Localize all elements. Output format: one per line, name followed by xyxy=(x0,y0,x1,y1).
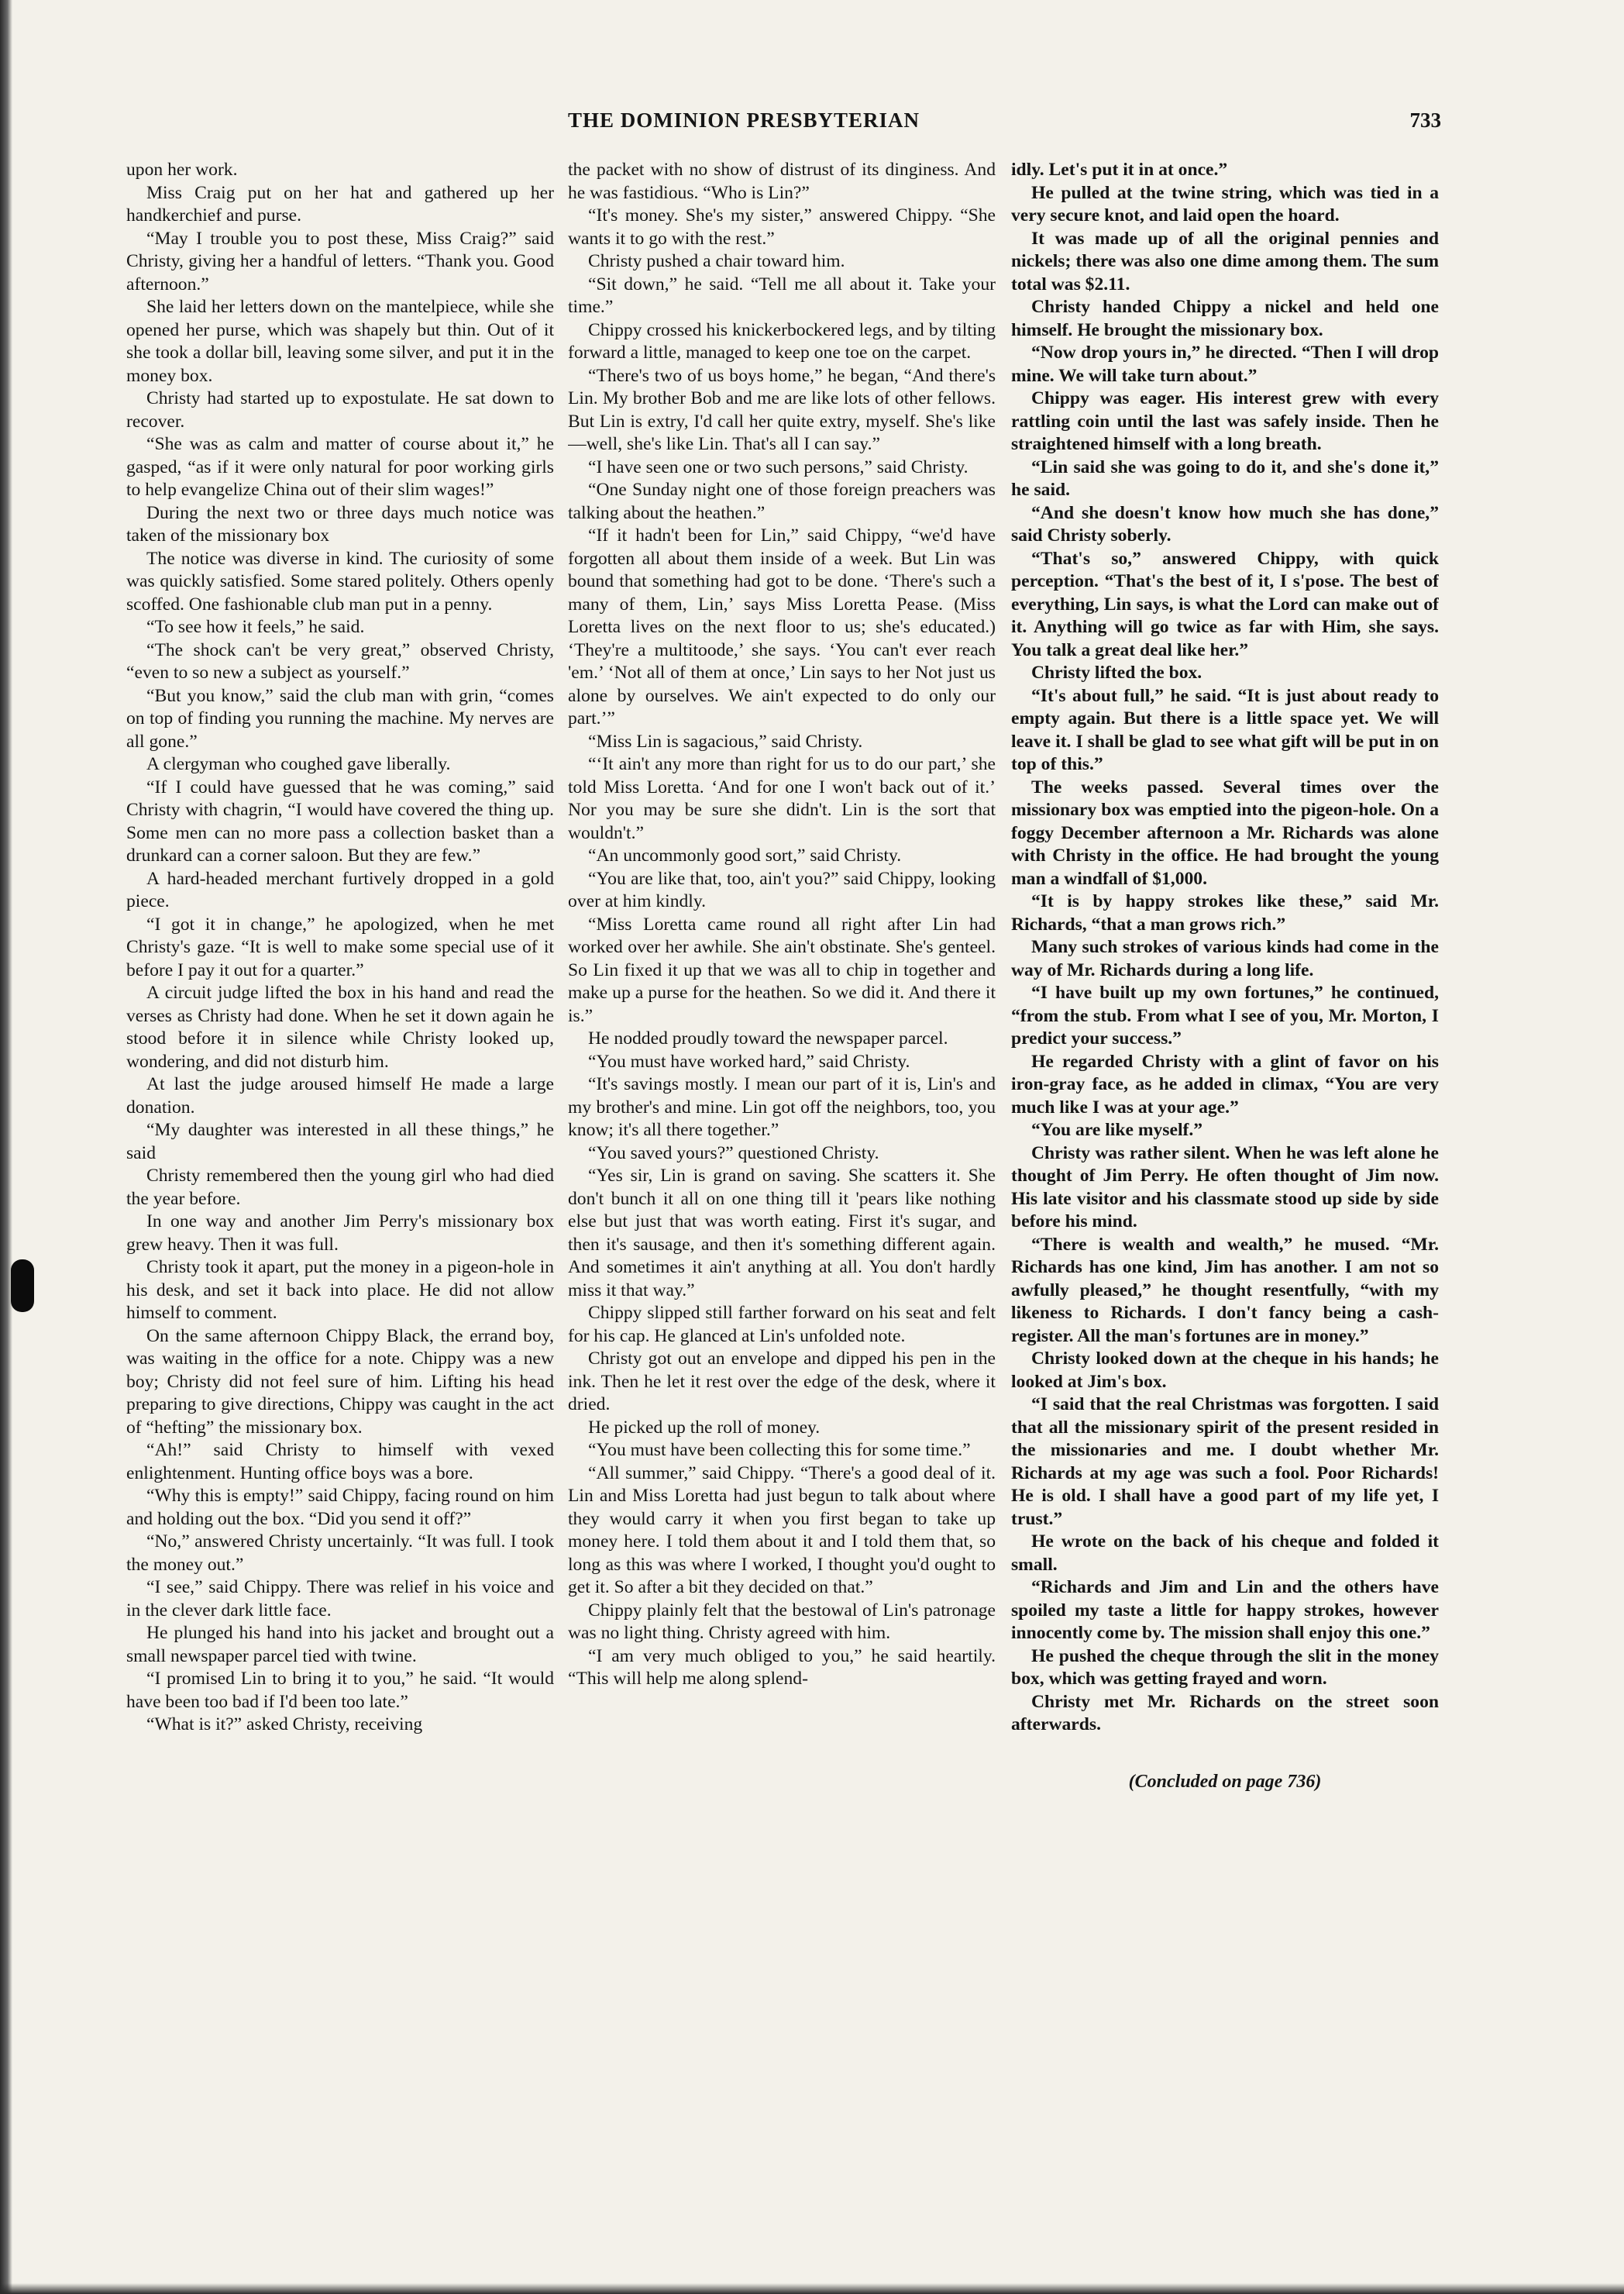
paragraph: “You must have worked hard,” said Christy. xyxy=(588,1051,910,1072)
paragraph: A clergyman who coughed gave liberally. xyxy=(146,754,451,774)
paragraph: “Sit down,” he said. “Tell me all about it. Take your time.” xyxy=(568,274,996,317)
paragraph: Christy looked down at the cheque in his hands; he looked at Jim's box. xyxy=(1011,1348,1439,1392)
paragraph: “I have seen one or two such persons,” said Christy. xyxy=(588,456,969,477)
paragraph: “If I could have guessed that he was coming,” said Christy with chagrin, “I would have covered the thing up. Some men can no more pass a collection basket than a drunkard can a corner saloon. But they are few.” xyxy=(126,777,554,866)
paragraph: “I said that the real Christmas was forgotten. I said that all the missionary spirit of the present resided in the missionaries and me. I doubt whether Mr. Richards at my age was such a fool. Poor Richards! He is old. I shall have a good part of my life yet, I trust.” xyxy=(1011,1394,1439,1529)
paragraph: He plunged his hand into his jacket and brought out a small newspaper parcel tied with twine. xyxy=(126,1623,554,1666)
paragraph: idly. Let's put it in at once.” xyxy=(1011,160,1228,180)
paragraph: the packet with no show of distrust of its dinginess. And he was fastidious. “Who is Lin?” xyxy=(568,160,996,203)
paragraph: At last the judge aroused himself He made a large donation. xyxy=(126,1074,554,1118)
paragraph: During the next two or three days much notice was taken of the missionary box xyxy=(126,502,554,546)
paragraph: “It's money. She's my sister,” answered Chippy. “She wants it to go with the rest.” xyxy=(568,205,996,249)
paragraph: “Richards and Jim and Lin and the others have spoiled my taste a little for happy strokes, however innocently come by. The mission shall enjoy this one.” xyxy=(1011,1577,1439,1643)
paragraph: “You are like myself.” xyxy=(1031,1120,1203,1140)
paragraph: Many such strokes of various kinds had come in the way of Mr. Richards during a long life. xyxy=(1011,937,1439,980)
paragraph: “I see,” said Chippy. There was relief in his voice and in the clever dark little face. xyxy=(126,1577,554,1621)
paragraph: Christy took it apart, put the money in a pigeon-hole in his desk, and set it back into place. He did not allow himself to comment. xyxy=(126,1257,554,1323)
paragraph: He pulled at the twine string, which was tied in a very secure knot, and laid open the hoard. xyxy=(1011,182,1439,226)
paragraph: Christy remembered then the young girl who had died the year before. xyxy=(126,1166,554,1209)
paragraph: “That's so,” answered Chippy, with quick perception. “That's the best of it, I s'pose. The best of everything, Lin says, is what the Lord can make out of it. Anything will go twice as far with Him, she says. You talk a great deal like her.” xyxy=(1011,548,1439,660)
binding-hole xyxy=(11,1259,34,1312)
paragraph: “I got it in change,” he apologized, when he met Christy's gaze. “It is well to make some special use of it before I pay it out for a quarter.” xyxy=(126,914,554,980)
paragraph: Christy was rather silent. When he was left alone he thought of Jim Perry. He often thought of Jim now. His late visitor and his classmate stood up side by side before his mind. xyxy=(1011,1142,1439,1231)
paragraph: A hard-headed merchant furtively dropped in a gold piece. xyxy=(126,868,554,911)
paragraph: “I am very much obliged to you,” he said heartily. “This will help me along splend- xyxy=(568,1645,996,1689)
paragraph: “No,” answered Christy uncertainly. “It was full. I took the money out.” xyxy=(126,1531,554,1575)
paragraph: “All summer,” said Chippy. “There's a good deal of it. Lin and Miss Loretta had just begun to talk about where they would carry it when you first began to take up money here. I told them about it and I told them that, so long as this was where I worked, I thought you'd ought to get it. So after a bit they decided on that.” xyxy=(568,1462,996,1597)
paragraph: “My daughter was interested in all these things,” he said xyxy=(126,1120,554,1163)
paragraph: Miss Craig put on her hat and gathered up her handkerchief and purse. xyxy=(126,182,554,226)
paragraph: He nodded proudly toward the newspaper parcel. xyxy=(588,1028,948,1049)
paragraph: “‘It ain't any more than right for us to do our part,’ she told Miss Loretta. ‘And for one I won't back out of it.’ Nor you may be sure she didn't. Lin is the sort that wouldn't.” xyxy=(568,754,996,843)
paragraph: “Why this is empty!” said Chippy, facing round on him and holding out the box. “Did you send it off?” xyxy=(126,1486,554,1529)
paragraph: Christy had started up to expostulate. He sat down to recover. xyxy=(126,388,554,432)
paragraph: The weeks passed. Several times over the missionary box was emptied into the pigeon-hole. On a foggy December afternoon a Mr. Richards was alone with Christy in the office. He had brought the young man a windfall of $1,000. xyxy=(1011,777,1439,889)
text-column-3 xyxy=(1011,159,1439,2131)
page-header xyxy=(124,108,1441,140)
paragraph: He regarded Christy with a glint of favor on his iron-gray face, as he added in climax, “You are very much like I was at your age.” xyxy=(1011,1051,1439,1118)
paragraph: Christy lifted the box. xyxy=(1031,663,1203,683)
paragraph: Christy got out an envelope and dipped his pen in the ink. Then he let it rest over the edge of the desk, where it dried. xyxy=(568,1348,996,1414)
paragraph: “She was as calm and matter of course about it,” he gasped, “as if it were only natural for poor working girls to help evangelize China out of their slim wages!” xyxy=(126,434,554,500)
paragraph: “Lin said she was going to do it, and she's done it,” he said. xyxy=(1011,456,1439,500)
paragraph: “An uncommonly good sort,” said Christy. xyxy=(588,846,902,866)
paragraph: “Miss Loretta came round all right after Lin had worked over her awhile. She ain't obstinate. She's genteel. So Lin fixed it up that we was all to chip in together and make up a purse for the heathen. So we did it. And there it is.” xyxy=(568,914,996,1026)
paragraph: It was made up of all the original pennies and nickels; there was also one dime among them. The sum total was $2.11. xyxy=(1011,228,1439,294)
paragraph: “Ah!” said Christy to himself with vexed enlightenment. Hunting office boys was a bore. xyxy=(126,1440,554,1483)
paragraph: “It's savings mostly. I mean our part of it is, Lin's and my brother's and mine. Lin got off the neighbors, too, you know; it's all there together.” xyxy=(568,1074,996,1140)
page-number: 733 xyxy=(1409,108,1441,132)
text-column-1 xyxy=(126,159,554,2131)
paragraph: Chippy crossed his knickerbockered legs, and by tilting forward a little, managed to keep one toe on the carpet. xyxy=(568,319,996,363)
paragraph: On the same afternoon Chippy Black, the errand boy, was waiting in the office for a note. Chippy was a new boy; Christy did not feel sure of him. Lifting his head preparing to give directions, Chippy was caught in the act of “hefting” the missionary box. xyxy=(126,1325,554,1438)
paragraph: She laid her letters down on the mantelpiece, while she opened her purse, which was shapely but thin. Out of it she took a dollar bill, leaving some silver, and put it in the money box. xyxy=(126,297,554,386)
paragraph: “There is wealth and wealth,” he mused. “Mr. Richards has one kind, Jim has another. I am not so awfully pleased,” he thought resentfully, “with my likeness to Richards. I don't fancy being a cash-register. All the man's fortunes are in money.” xyxy=(1011,1234,1439,1346)
paragraph: Chippy plainly felt that the bestowal of Lin's patronage was no light thing. Christy agreed with him. xyxy=(568,1600,996,1643)
paragraph: Christy pushed a chair toward him. xyxy=(588,251,845,271)
paragraph: “What is it?” asked Christy, receiving xyxy=(146,1714,423,1734)
paragraph: In one way and another Jim Perry's missionary box grew heavy. Then it was full. xyxy=(126,1211,554,1255)
paragraph: A circuit judge lifted the box in his hand and read the verses as Christy had done. When he set it down again he stood before it in silence while Christy looked up, wondering, and did not disturb him. xyxy=(126,983,554,1072)
paragraph: “You saved yours?” questioned Christy. xyxy=(588,1142,879,1163)
paragraph: “It's about full,” he said. “It is just about ready to empty again. But there is a little space yet. We will leave it. I shall be glad to see what gift will be put in on top of this.” xyxy=(1011,685,1439,774)
paragraph: Christy met Mr. Richards on the street soon afterwards. xyxy=(1011,1691,1439,1734)
publication-title: THE DOMINION PRESBYTERIAN xyxy=(567,108,920,132)
paragraph: “You are like that, too, ain't you?” said Chippy, looking over at him kindly. xyxy=(568,868,996,911)
paragraph: The notice was diverse in kind. The curiosity of some was quickly satisfied. Some stared politely. Others openly scoffed. One fashionable club man put in a penny. xyxy=(126,548,554,615)
paragraph: “Yes sir, Lin is grand on saving. She scatters it. She don't bunch it all on one thing till it 'pears like nothing else but just that was worth eating. First it's sugar, and then it's sausage, and then it's something different again. And sometimes it ain't anything at all. You don't hardly miss it that way.” xyxy=(568,1166,996,1300)
page-spine-shadow xyxy=(0,0,12,2294)
paragraph: “To see how it feels,” he said. xyxy=(146,617,365,637)
page-bottom-edge xyxy=(0,2283,1624,2294)
paragraph: “One Sunday night one of those foreign preachers was talking about the heathen.” xyxy=(568,480,996,523)
paragraph: “I have built up my own fortunes,” he continued, “from the stub. From what I see of you, Mr. Morton, I predict your success.” xyxy=(1011,983,1439,1049)
paragraph: Christy handed Chippy a nickel and held one himself. He brought the missionary box. xyxy=(1011,297,1439,340)
paragraph: “Now drop yours in,” he directed. “Then I will drop mine. We will take turn about.” xyxy=(1011,343,1439,386)
paragraph: He pushed the cheque through the slit in the money box, which was getting frayed and worn. xyxy=(1011,1645,1439,1689)
paragraph: “I promised Lin to bring it to you,” he said. “It would have been too bad if I'd been too late.” xyxy=(126,1669,554,1712)
paragraph: “But you know,” said the club man with grin, “comes on top of finding you running the machine. My nerves are all gone.” xyxy=(126,685,554,752)
paragraph: Chippy slipped still farther forward on his seat and felt for his cap. He glanced at Lin's unfolded note. xyxy=(568,1303,996,1346)
text-column-2 xyxy=(568,159,996,2131)
paragraph: “The shock can't be very great,” observed Christy, “even to so new a subject as yourself.” xyxy=(126,639,554,683)
paragraph: Chippy was eager. His interest grew with every rattling coin until the last was safely inside. Then he straightened himself with a long breath. xyxy=(1011,388,1439,454)
paragraph: He picked up the roll of money. xyxy=(588,1417,821,1438)
paragraph: “And she doesn't know how much she has done,” said Christy soberly. xyxy=(1011,502,1439,546)
paragraph: “You must have been collecting this for some time.” xyxy=(588,1440,971,1460)
paragraph: “It is by happy strokes like these,” said Mr. Richards, “that a man grows rich.” xyxy=(1011,891,1439,935)
paragraph: upon her work. xyxy=(126,160,238,180)
continued-note: (Concluded on page 736) xyxy=(1128,1771,1322,1792)
paragraph: “There's two of us boys home,” he began, “And there's Lin. My brother Bob and me are like lots of other fellows. But Lin is extry, I'd call her quite extry, myself. She's like—well, she's like Lin. That's all I can say.” xyxy=(568,365,996,454)
paragraph: He wrote on the back of his cheque and folded it small. xyxy=(1011,1531,1439,1575)
paragraph: “If it hadn't been for Lin,” said Chippy, “we'd have forgotten all about them inside of a week. But Lin was bound that something had got to be done. ‘There's such a many of them, Lin,’ says Miss Loretta Pease. (Miss Loretta lives on the next floor to us; she's educated.) ‘They're a multitoode,’ she says. ‘You can't ever reach 'em.’ ‘Not all of them at once,’ Lin says to her Not just us alone by ourselves. We ain't expected to do only our part.’” xyxy=(568,525,996,728)
paragraph: “May I trouble you to post these, Miss Craig?” said Christy, giving her a handful of letters. “Thank you. Good afternoon.” xyxy=(126,228,554,294)
paragraph: “Miss Lin is sagacious,” said Christy. xyxy=(588,731,863,752)
